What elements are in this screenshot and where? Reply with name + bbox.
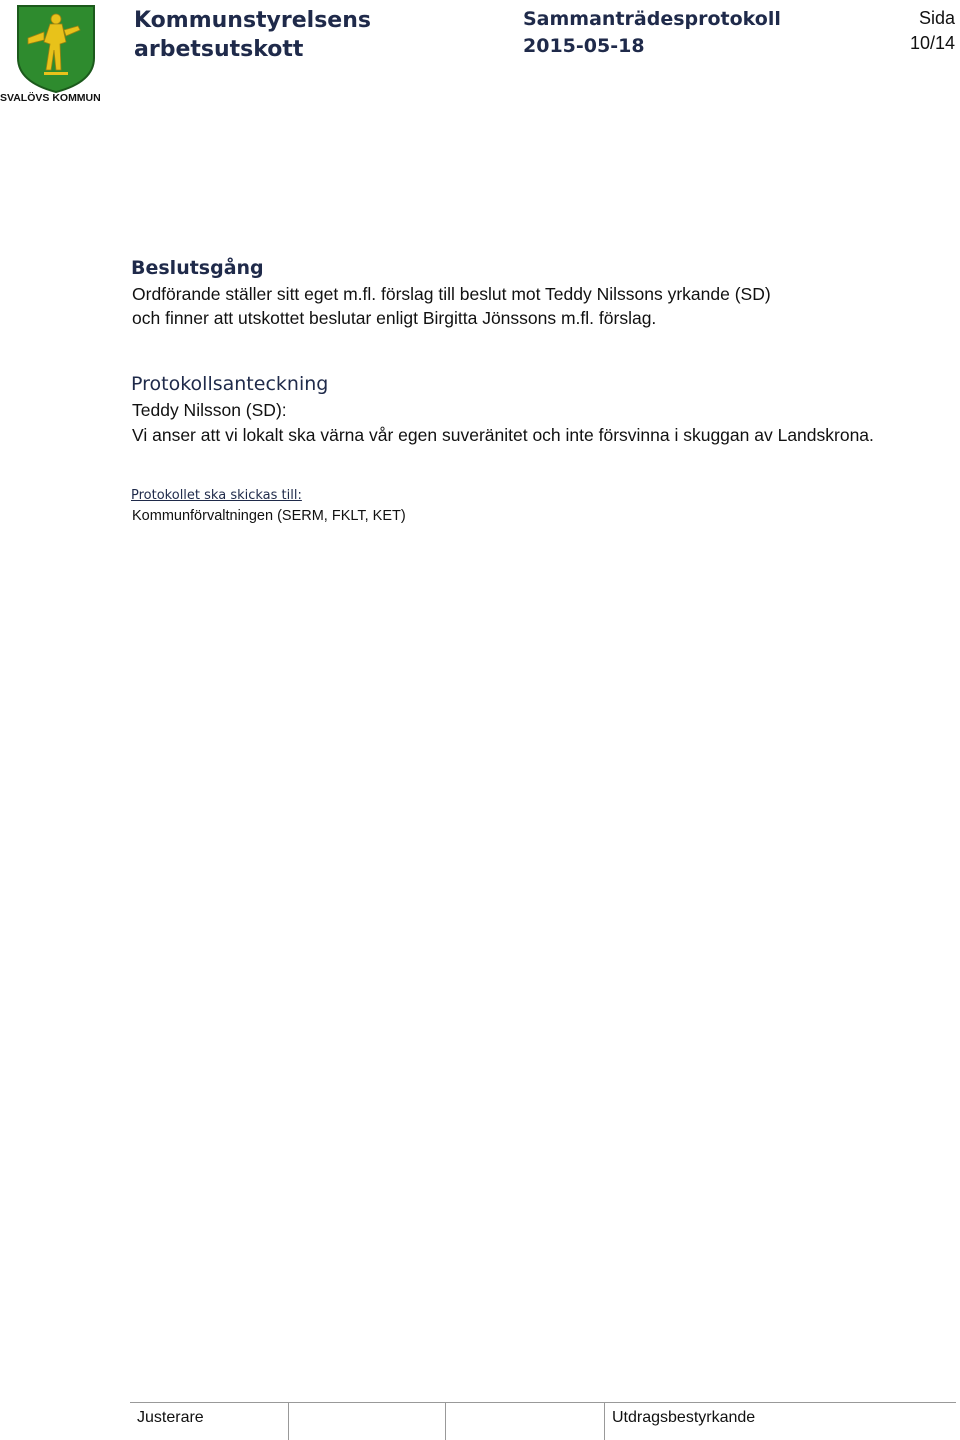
footer-justerare: Justerare [130, 1403, 289, 1440]
distribution-label: Protokollet ska skickas till: [131, 488, 302, 503]
committee-title-line1: Kommunstyrelsens [134, 8, 371, 33]
committee-title-line2: arbetsutskott [134, 37, 304, 62]
footer-utdragsbestyrkande: Utdragsbestyrkande [612, 1409, 756, 1426]
page-label: Sida [918, 8, 955, 28]
protokollsanteckning-author: Teddy Nilsson (SD): [132, 400, 287, 420]
beslutsgang-line1: Ordförande ställer sitt eget m.fl. förslag till beslut mot Teddy Nilssons yrkande (SD) [132, 284, 771, 304]
signature-footer [130, 1402, 956, 1440]
footer-signature-box-1 [289, 1403, 446, 1440]
footer-signature-box-2 [446, 1403, 605, 1440]
committee-title [134, 6, 371, 64]
page-number: 10/14 [909, 33, 955, 53]
municipality-name: SVALÖVS KOMMUN [0, 92, 101, 104]
document-type: Sammanträdesprotokoll [523, 8, 781, 30]
meeting-date: 2015-05-18 [523, 35, 645, 57]
section-heading-protokollsanteckning: Protokollsanteckning [131, 373, 329, 395]
protokollsanteckning-text: Vi anser att vi lokalt ska värna vår egen suveränitet och inte försvinna i skuggan av Landskrona. [132, 425, 874, 445]
beslutsgang-line2: och finner att utskottet beslutar enligt Birgitta Jönssons m.fl. förslag. [132, 308, 657, 328]
coat-of-arms-icon [6, 2, 106, 106]
document-heading [523, 6, 781, 60]
section-heading-beslutsgang: Beslutsgång [131, 257, 264, 279]
distribution-recipients: Kommunförvaltningen (SERM, FKLT, KET) [132, 508, 406, 524]
page-indicator [910, 6, 955, 56]
